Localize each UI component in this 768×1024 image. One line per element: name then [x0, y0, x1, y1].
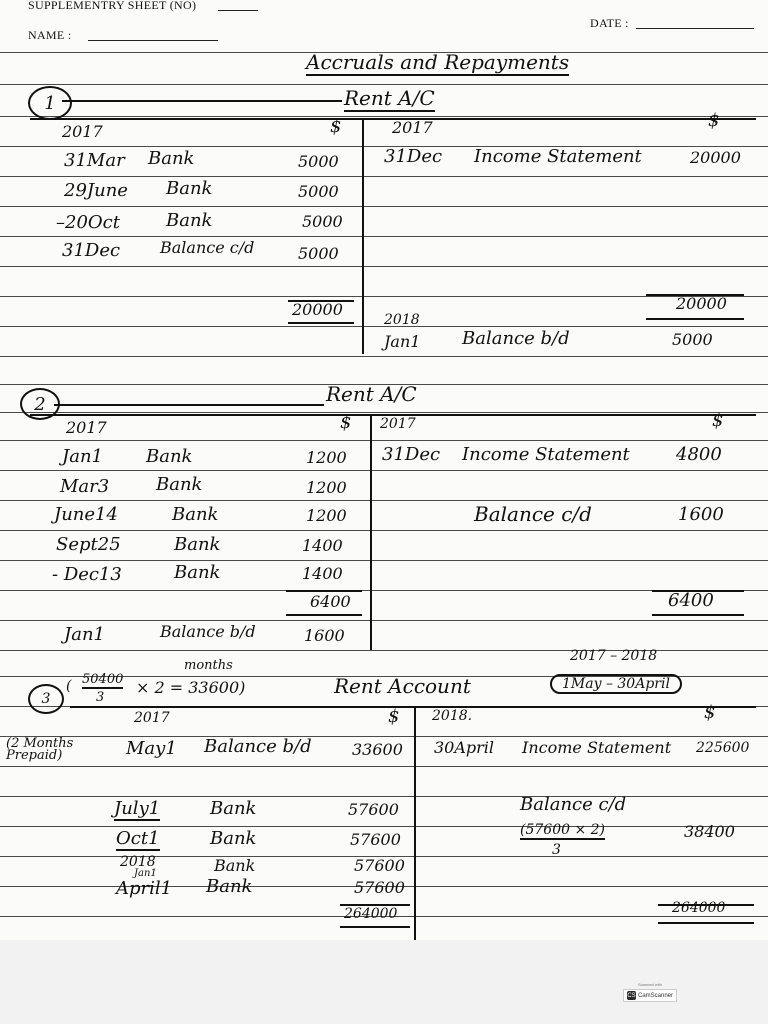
q3-credit-bal-calc-numerator: (57600 × 2) — [520, 822, 606, 838]
q1-credit-amount: 20000 — [690, 148, 741, 167]
q2-debit-total: 6400 — [310, 592, 351, 611]
q3-debit-date: July1 — [114, 798, 161, 819]
q1-credit-date: 31Dec — [384, 146, 443, 167]
q2-credit-date: 31Dec — [382, 444, 441, 465]
ruled-line — [0, 176, 768, 177]
q2-right-currency: $ — [712, 410, 724, 431]
q3-debit-year: 2018 — [120, 854, 156, 870]
q3-left-currency: $ — [388, 706, 400, 727]
q1-debit-total: 20000 — [292, 300, 343, 319]
ruled-line — [0, 470, 768, 471]
q2-debit-amount: 1200 — [306, 506, 347, 525]
q3-credit-date: 30April — [434, 738, 495, 757]
ruled-line — [0, 736, 768, 737]
q1-debit-date: 31Mar — [64, 150, 125, 171]
date-label: DATE : — [590, 16, 629, 30]
q1-debit-date: 29June — [64, 180, 128, 201]
q1-left-year: 2017 — [62, 122, 103, 141]
ruled-line — [0, 206, 768, 207]
ruled-line — [0, 620, 768, 621]
page-title: Accruals and Repayments — [306, 50, 570, 74]
q1-debit-amount: 5000 — [302, 212, 343, 231]
q2-t-account-divider — [370, 414, 372, 650]
q3-credit-bal-calc-denominator: 3 — [552, 842, 561, 858]
q2-debit-detail: Bank — [172, 504, 219, 525]
q1-debit-amount: 5000 — [298, 152, 339, 171]
q2-debit-amount: 1200 — [306, 478, 347, 497]
q1-t-account-divider — [362, 118, 364, 354]
ruled-line — [0, 530, 768, 531]
q3-debit-date: Jan1 — [134, 868, 157, 879]
scanner-logo — [623, 989, 677, 1002]
question-number-3: 3 — [28, 684, 64, 714]
q1-bd-amount: 5000 — [672, 330, 713, 349]
q1-debit-detail: Bank — [166, 210, 213, 231]
q1-debit-amount: 5000 — [298, 182, 339, 201]
q1-bd-date: Jan1 — [384, 332, 421, 351]
q3-debit-amount: 57600 — [348, 800, 399, 819]
q1-credit-total-double-rule — [646, 318, 744, 320]
q2-debit-amount: 1200 — [306, 448, 347, 467]
q1-bd-detail: Balance b/d — [462, 328, 570, 349]
scanner-caption: Scanned with — [637, 982, 662, 987]
q2-right-year: 2017 — [380, 416, 416, 432]
ruled-line — [0, 412, 768, 413]
ruled-line — [0, 826, 768, 827]
date-blank — [636, 28, 754, 29]
q2-debit-detail: Bank — [174, 562, 221, 583]
q2-credit-amount: 1600 — [678, 504, 724, 525]
q2-debit-detail: Bank — [174, 534, 221, 555]
q3-calc-open-paren: ( — [66, 678, 72, 694]
q3-credit-detail: Income Statement — [522, 738, 672, 757]
ruled-line — [0, 796, 768, 797]
q2-header-line — [54, 404, 324, 406]
supplementary-sheet-label: SUPPLEMENTRY SHEET (NO) — [28, 0, 197, 12]
q3-period-years: 2017 – 2018 — [570, 648, 658, 664]
ruled-line — [0, 266, 768, 267]
q2-debit-detail: Bank — [146, 446, 193, 467]
q2-credit-total-double-rule — [652, 614, 744, 616]
ruled-line — [0, 356, 768, 357]
q3-debit-date: April1 — [116, 878, 173, 899]
q3-credit-bal-amount: 38400 — [684, 822, 735, 841]
ruled-line — [0, 500, 768, 501]
q1-debit-detail: Bank — [166, 178, 213, 199]
q3-credit-total-double-rule — [658, 922, 754, 924]
q3-debit-detail: Balance b/d — [204, 736, 312, 757]
q3-credit-total: 264000 — [672, 900, 726, 916]
q3-credit-amount: 225600 — [696, 740, 750, 756]
q2-debit-amount: 1400 — [302, 536, 343, 555]
ruled-line — [0, 236, 768, 237]
q2-credit-amount: 4800 — [676, 444, 722, 465]
q1-header-line — [62, 100, 342, 102]
q1-left-currency: $ — [330, 116, 342, 137]
ruled-line — [0, 440, 768, 441]
q2-bd-date: Jan1 — [64, 624, 105, 645]
q1-account-title: Rent A/C — [344, 86, 435, 110]
ruled-line — [0, 560, 768, 561]
q2-debit-date: Mar3 — [60, 476, 110, 497]
scanner-name: CamScanner — [637, 992, 673, 999]
q3-account-title: Rent Account — [334, 674, 471, 698]
q1-debit-date: 31Dec — [62, 240, 121, 261]
sheet-number-blank — [218, 10, 258, 11]
q3-side-note: (2 Months Prepaid) — [6, 736, 74, 763]
q1-debit-detail: Balance c/d — [160, 238, 255, 257]
q3-period-range: 1May – 30April — [550, 674, 682, 694]
q2-debit-date: Jan1 — [62, 446, 103, 467]
name-blank — [88, 40, 218, 41]
q2-debit-date: Sept25 — [56, 534, 121, 555]
q2-debit-date: - Dec13 — [52, 564, 122, 585]
q3-debit-amount: 57600 — [350, 830, 401, 849]
q3-left-year: 2017 — [134, 710, 170, 726]
q2-debit-date: June14 — [54, 504, 118, 525]
q3-debit-total: 264000 — [344, 906, 398, 922]
q1-debit-date: –20Oct — [56, 212, 120, 233]
q3-debit-amount: 57600 — [354, 878, 405, 897]
q2-account-title: Rent A/C — [326, 382, 417, 406]
q2-debit-amount: 1400 — [302, 564, 343, 583]
q3-debit-detail: Bank — [214, 856, 256, 875]
q3-debit-detail: Bank — [210, 798, 257, 819]
q2-left-currency: $ — [340, 412, 352, 433]
camscanner-logo-icon: CS — [627, 992, 636, 999]
q1-right-year: 2017 — [392, 118, 433, 137]
q3-right-currency: $ — [704, 702, 716, 723]
q3-debit-detail: Bank — [210, 828, 257, 849]
q2-credit-total: 6400 — [668, 590, 714, 611]
q3-t-account-top — [70, 706, 756, 708]
q1-right-currency: $ — [708, 110, 720, 131]
q1-debit-amount: 5000 — [298, 244, 339, 263]
q1-debit-detail: Bank — [148, 148, 195, 169]
ruled-line — [0, 116, 768, 117]
question-number-1: 1 — [28, 86, 72, 120]
q1-credit-detail: Income Statement — [474, 146, 642, 167]
question-number-2: 2 — [20, 388, 60, 420]
q1-credit-total: 20000 — [676, 294, 727, 313]
q3-debit-total-double-rule — [340, 926, 410, 928]
q2-debit-total-double-rule — [286, 614, 362, 616]
q3-debit-detail: Bank — [206, 876, 253, 897]
ruled-line — [0, 84, 768, 85]
q3-calc-fraction-denominator: 3 — [96, 690, 105, 705]
q1-debit-total-double-rule — [288, 322, 354, 324]
q1-bd-year: 2018 — [384, 312, 420, 328]
q3-debit-date: Oct1 — [116, 828, 160, 849]
q3-calc-fraction-numerator: 50400 — [82, 672, 124, 687]
ruled-line — [0, 296, 768, 297]
q3-t-account-divider — [414, 706, 416, 940]
ruled-line — [0, 766, 768, 767]
q3-credit-bal-detail: Balance c/d — [520, 794, 627, 815]
q3-debit-amount: 57600 — [354, 856, 405, 875]
q3-calc-rest: × 2 = 33600) — [136, 678, 246, 697]
scanner-watermark — [620, 982, 680, 1016]
q2-bd-detail: Balance b/d — [160, 622, 256, 641]
q2-bd-amount: 1600 — [304, 626, 345, 645]
q3-debit-date: May1 — [126, 738, 177, 759]
q2-credit-detail: Balance c/d — [474, 502, 592, 526]
q2-debit-detail: Bank — [156, 474, 203, 495]
q2-credit-detail: Income Statement — [462, 444, 630, 465]
q3-right-year: 2018. — [432, 708, 473, 724]
name-label: NAME : — [28, 28, 72, 42]
q3-calc-note: months — [184, 658, 233, 673]
q2-left-year: 2017 — [66, 418, 107, 437]
q3-debit-amount: 33600 — [352, 740, 403, 759]
